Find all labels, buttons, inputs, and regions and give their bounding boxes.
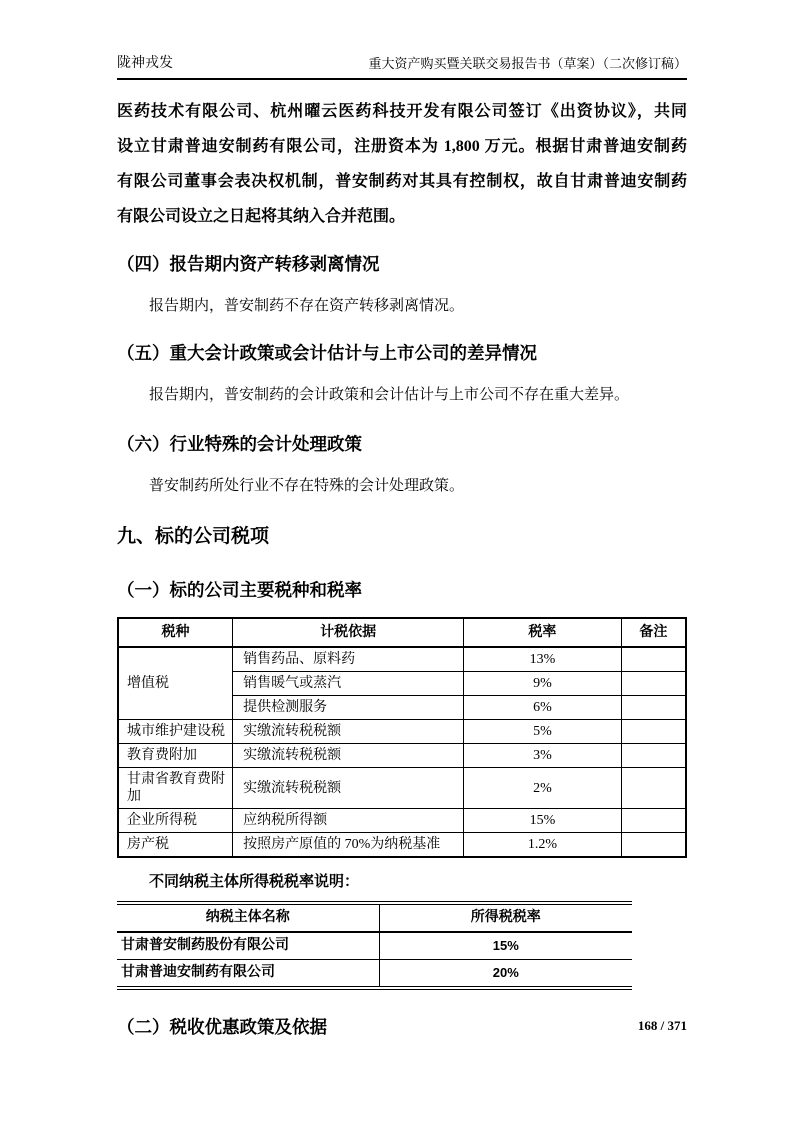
cell-tax-basis: 实缴流转税税额 <box>233 768 464 809</box>
column-header-note: 备注 <box>621 618 686 647</box>
cell-tax-rate: 6% <box>464 696 621 720</box>
cell-tax-rate: 2% <box>464 768 621 809</box>
section-heading-5: （五）重大会计政策或会计估计与上市公司的差异情况 <box>117 343 537 363</box>
section-heading-6: （六）行业特殊的会计处理政策 <box>117 434 362 454</box>
table-row <box>118 647 686 672</box>
cell-note <box>621 647 686 672</box>
section-heading-4: （四）报告期内资产转移剥离情况 <box>117 254 380 274</box>
table-row <box>117 932 632 960</box>
cell-tax-rate: 15% <box>464 809 621 833</box>
cell-tax-basis: 应纳税所得额 <box>233 809 464 833</box>
section-body-5: 报告期内，普安制药的会计政策和会计估计与上市公司不存在重大差异。 <box>149 387 630 403</box>
cell-tax-basis: 提供检测服务 <box>233 696 464 720</box>
cell-note <box>621 809 686 833</box>
cell-tax-rate: 1.2% <box>464 833 621 858</box>
intro-paragraph <box>117 94 687 234</box>
table-row <box>118 720 686 744</box>
cell-tax-basis: 销售暖气或蒸汽 <box>233 672 464 696</box>
cell-tax-rate: 3% <box>464 744 621 768</box>
cell-tax-type-vat: 增值税 <box>118 647 233 720</box>
chapter-heading-9: 九、标的公司税项 <box>117 526 270 547</box>
cell-note <box>621 833 686 858</box>
column-header-tax-basis: 计税依据 <box>233 618 464 647</box>
page-number: 168 / 371 <box>637 1018 687 1033</box>
cell-note <box>621 768 686 809</box>
table-row <box>118 809 686 833</box>
section-body-4: 报告期内，普安制药不存在资产转移剥离情况。 <box>149 298 465 314</box>
header-document-title: 重大资产购买暨关联交易报告书（草案）（二次修订稿） <box>368 56 687 71</box>
cell-tax-rate: 13% <box>464 647 621 672</box>
cell-note <box>621 744 686 768</box>
income-tax-rate-table <box>117 901 632 990</box>
table-header-row <box>118 618 686 647</box>
subsection-heading-1: （一）标的公司主要税种和税率 <box>117 580 362 600</box>
column-header-tax-type: 税种 <box>118 618 233 647</box>
subsection-heading-2: （二）税收优惠政策及依据 <box>117 1017 327 1037</box>
table-header-row <box>117 903 632 932</box>
cell-entity: 甘肃普安制药股份有限公司 <box>117 932 379 960</box>
section-body-6: 普安制药所处行业不存在特殊的会计处理政策。 <box>149 478 465 494</box>
running-header <box>117 52 687 80</box>
table-row <box>118 744 686 768</box>
cell-income-tax-rate: 20% <box>379 960 632 989</box>
cell-tax-type: 企业所得税 <box>118 809 233 833</box>
cell-tax-rate: 5% <box>464 720 621 744</box>
cell-tax-type: 教育费附加 <box>118 744 233 768</box>
cell-entity: 甘肃普迪安制药有限公司 <box>117 960 379 989</box>
table-row <box>118 768 686 809</box>
intro-line: 有限公司董事会表决权机制，普安制药对其具有控制权，故自甘肃普迪安制药 <box>117 173 687 190</box>
cell-note <box>621 672 686 696</box>
table-row <box>117 960 632 989</box>
header-company-name: 陇神戎发 <box>117 56 173 71</box>
income-tax-note: 不同纳税主体所得税税率说明： <box>149 874 360 890</box>
cell-tax-basis: 销售药品、原料药 <box>233 647 464 672</box>
cell-tax-rate: 9% <box>464 672 621 696</box>
cell-tax-basis: 实缴流转税税额 <box>233 720 464 744</box>
cell-note <box>621 696 686 720</box>
intro-line: 医药技术有限公司、杭州曜云医药科技开发有限公司签订《出资协议》，共同 <box>117 103 687 120</box>
cell-tax-basis: 按照房产原值的 70%为纳税基准 <box>233 833 464 858</box>
column-header-income-tax-rate: 所得税税率 <box>379 903 632 932</box>
cell-tax-basis: 实缴流转税税额 <box>233 744 464 768</box>
cell-tax-type: 城市维护建设税 <box>118 720 233 744</box>
table-row <box>118 833 686 858</box>
column-header-entity: 纳税主体名称 <box>117 903 379 932</box>
cell-income-tax-rate: 15% <box>379 932 632 960</box>
cell-tax-type: 甘肃省教育费附加 <box>118 768 233 809</box>
intro-line: 有限公司设立之日起将其纳入合并范围。 <box>117 208 406 225</box>
intro-line: 设立甘肃普迪安制药有限公司，注册资本为 1,800 万元。根据甘肃普迪安制药 <box>117 138 687 155</box>
tax-rate-table <box>117 617 687 858</box>
cell-tax-type: 房产税 <box>118 833 233 858</box>
column-header-tax-rate: 税率 <box>464 618 621 647</box>
cell-note <box>621 720 686 744</box>
